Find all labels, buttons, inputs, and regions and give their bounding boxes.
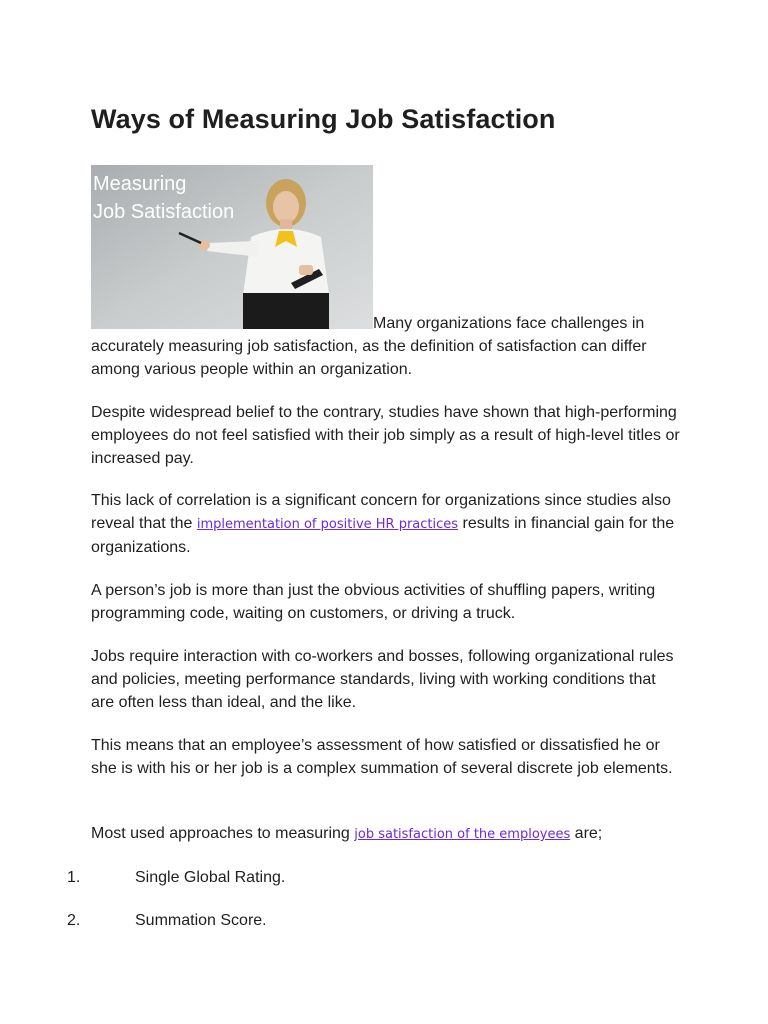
hr-practices-link[interactable]: implementation of positive HR practices	[196, 517, 459, 532]
paragraph-5: Jobs require interaction with co-workers and bosses, following organizational rules and policies, meeting performance standards, living with working conditions that are often less than ideal, and the like.	[91, 648, 674, 711]
paragraph-4: A person’s job is more than just the obvious activities of shuffling papers, writing programming code, waiting on customers, or driving a truck.	[91, 582, 656, 622]
list-item-text: Single Global Rating.	[135, 869, 286, 886]
hero-overlay-line2: Job Satisfaction	[93, 201, 235, 223]
job-satisfaction-link[interactable]: job satisfaction of the employees	[354, 827, 571, 842]
list-item-number: 2.	[67, 912, 81, 929]
paragraph-3-text-a: This lack of correlation is a significant concern for organizations since studies also reveal that the	[91, 492, 671, 532]
paragraph-3-text-b: results in financial gain for the organizations.	[91, 515, 675, 556]
list-item-number: 1.	[67, 869, 81, 886]
article-title: Ways of Measuring Job Satisfaction	[91, 104, 556, 134]
paragraph-7-text-b: are;	[570, 825, 603, 842]
paragraph-7-text-a: Most used approaches to measuring	[91, 825, 355, 842]
paragraph-6: This means that an employee’s assessment of how satisfied or dissatisfied he or she is with his or her job is a complex summation of several discrete job elements.	[91, 737, 673, 777]
list-item-text: Summation Score.	[135, 912, 267, 929]
paragraph-2: Despite widespread belief to the contrary, studies have shown that high-performing employees do not feel satisfied with their job simply as a result of high-level titles or increased pay.	[91, 404, 680, 467]
paragraph-7	[91, 822, 681, 846]
hero-overlay-line1: Measuring	[93, 173, 187, 195]
hero-image	[91, 165, 373, 329]
paragraph-3	[91, 489, 681, 559]
paragraph-1: Many organizations face challenges in accurately measuring job satisfaction, as the definition of satisfaction can differ among various people within an organization.	[91, 315, 647, 378]
